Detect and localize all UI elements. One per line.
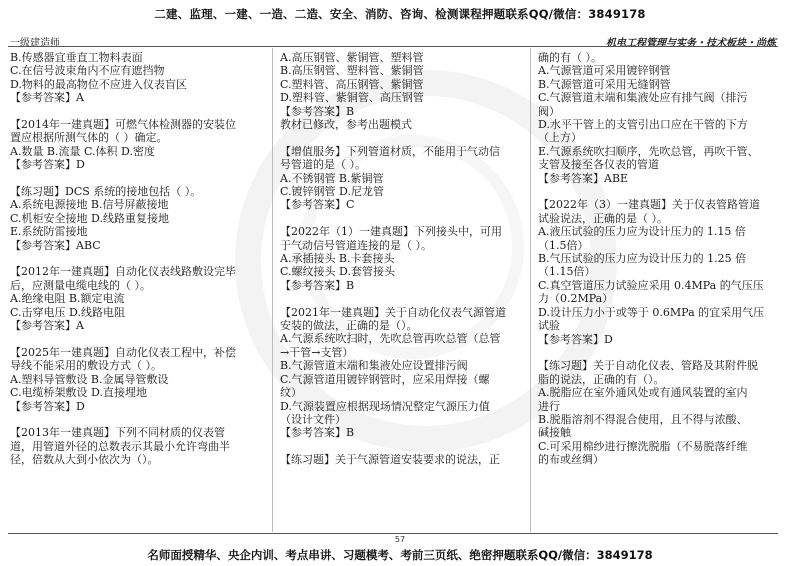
answer-line: 【参考答案】D	[538, 332, 613, 346]
text-line: 号管道的是（ ）。	[280, 158, 366, 172]
text-line: A.塑料导管敷设 B.金属导管敷设	[10, 372, 169, 386]
text-line: C.机柜安全接地 D.线路重复接地	[10, 211, 169, 225]
text-line: 力（0.2MPa）	[538, 292, 614, 306]
text-line: B.脱脂溶剂不得混合使用，且不得与浓酸、	[538, 412, 748, 426]
answer-line: 【参考答案】ABE	[538, 171, 629, 185]
answer-line: 【参考答案】B	[280, 278, 355, 292]
text-line: A.系统电源接地 B.信号屏蔽接地	[10, 198, 169, 212]
text-line: C.在信号波束角内不应有遮挡物	[10, 64, 165, 78]
text-line: 安装的做法，正确的是（）。	[280, 319, 418, 333]
text-line: C.电缆桥架敷设 D.直接埋地	[10, 386, 147, 400]
paragraph-gap	[10, 332, 258, 345]
text-line: →干管→支管）	[280, 345, 354, 359]
text-line: 径，倍数从大到小依次为（）。	[10, 453, 159, 467]
text-column-3	[538, 51, 786, 529]
text-line: A.数量 B.流量 C.体积 D.密度	[10, 144, 155, 158]
text-line: （1.5倍）	[538, 238, 589, 252]
paragraph-gap	[280, 212, 528, 225]
footer-divider	[8, 533, 778, 534]
question-heading-line: 【2022年（1）一建真题】下列接头中，可用	[280, 225, 502, 239]
answer-line: 【参考答案】A	[10, 91, 84, 105]
text-line: 导线不能采用的敷设方式（ ）。	[10, 359, 162, 373]
question-heading-line: 【2025年一建真题】自动化仪表工程中，补偿	[10, 345, 236, 359]
text-line: C.真空管道压力试验应采用 0.4MPa 的气压压	[538, 278, 764, 292]
text-line: A.气源管道可采用镀锌钢管	[538, 64, 671, 78]
text-line: A.脱脂应在室外通风处或有通风装置的室内	[538, 386, 748, 400]
header-divider	[8, 46, 778, 47]
paragraph-gap	[10, 413, 258, 426]
text-line: 道，用管道外径的总数表示其最小允许弯曲半	[10, 439, 230, 453]
answer-line: 【参考答案】ABC	[10, 238, 101, 252]
top-contact-banner: 二建、监理、一建、一造、二造、安全、消防、咨询、检测课程押题联系QQ/微信：3849178	[154, 7, 646, 21]
paragraph-gap	[10, 105, 258, 118]
column-divider	[272, 48, 273, 532]
text-line: 于气动信号管道连接的是（ ）。	[280, 238, 432, 252]
paragraph-gap	[538, 346, 786, 359]
text-column-2	[280, 51, 528, 529]
paragraph-gap	[538, 185, 786, 198]
answer-line: 【参考答案】D	[10, 399, 85, 413]
text-line: 支管及接至各仪表的管道	[538, 158, 659, 172]
paragraph-gap	[280, 440, 528, 453]
text-line: C.气源管道用镀锌钢管时，应采用焊接（螺	[280, 372, 490, 386]
text-line: 后，应测量电缆电线的（ ）。	[10, 278, 151, 292]
text-line: D.设计压力小于或等于 0.6MPa 的宜采用气压	[538, 305, 765, 319]
question-heading-line: 【2021年一建真题】关于自动化仪表气源管道	[280, 305, 506, 319]
answer-line: 【参考答案】B	[280, 426, 355, 440]
text-line: B.气源管道可采用无缝钢管	[538, 77, 671, 91]
answer-line: 【参考答案】C	[280, 198, 355, 212]
paragraph-gap	[280, 131, 528, 144]
text-line: 脂的说法，正确的有（）。	[538, 372, 665, 386]
text-line: （1.15倍）	[538, 265, 596, 279]
question-heading-line: 【练习题】DCS 系统的接地包括（ ）。	[10, 185, 202, 199]
text-line: （上方）	[538, 131, 582, 145]
text-line: （设计文件）	[280, 412, 346, 426]
column-divider	[530, 48, 531, 532]
paragraph-gap	[10, 172, 258, 185]
text-line: C.镀锌钢管 D.尼龙管	[280, 185, 384, 199]
text-line: E.系统防雷接地	[10, 225, 88, 239]
text-line: 试验	[538, 319, 560, 333]
text-line: C.可采用棉纱进行擦洗脱脂（不易脱落纤维	[538, 439, 748, 453]
header-section-title: 机电工程管理与实务・技术板块・尚炼	[606, 38, 776, 49]
text-line: C.击穿电压 D.线路电阻	[10, 305, 125, 319]
text-line: B.气源管道末端和集液处应设置排污阀	[280, 359, 468, 373]
text-line: A.高压钢管、紫铜管、塑料管	[280, 51, 424, 64]
text-line: A.绝缘电阻 B.额定电流	[10, 292, 125, 306]
header-book-title: 一级建造师	[10, 38, 60, 49]
bottom-contact-banner: 名师面授精华、央企内训、考点串讲、习题模考、考前三页纸、绝密押题联系QQ/微信：3849178	[147, 548, 653, 562]
text-line: 纹）	[280, 386, 302, 400]
text-line: A.气源系统吹扫时，先吹总管再吹总管（总管	[280, 332, 501, 346]
text-line: E.气源系统吹扫顺序，先吹总管，再吹干管、	[538, 144, 759, 158]
question-heading-line: 【2014年一建真题】可燃气体检测器的安装位	[10, 118, 236, 132]
text-line: 置应根据所测气体的（ ）确定。	[10, 131, 168, 145]
question-heading-line: 【2013年一建真题】下列不同材质的仪表管	[10, 426, 225, 440]
text-line: B.高压钢管、塑料管、紫铜管	[280, 64, 424, 78]
answer-line: 【参考答案】A	[10, 319, 84, 333]
text-line: 的布或丝绸）	[538, 453, 604, 467]
text-line: 确的有（ ）。	[538, 51, 602, 64]
text-line: 阀）	[538, 104, 560, 118]
text-line: C.螺纹接头 D.套管接头	[280, 265, 395, 279]
text-line: D.物料的最高物位不应进入仪表盲区	[10, 77, 187, 91]
text-line: A.不锈钢管 B.紫铜管	[280, 171, 384, 185]
answer-line: 【参考答案】D	[10, 158, 85, 172]
text-line: 试验说法，正确的是（ ）。	[538, 211, 668, 225]
text-line: B.传感器宜垂直工物料表面	[10, 51, 143, 64]
text-line: C.气源管道末端和集液处应有排气阀（排污	[538, 91, 748, 105]
answer-line: 【参考答案】B	[280, 104, 355, 118]
question-heading-line: 【练习题】关于气源管道安装要求的说法，正	[280, 453, 500, 467]
text-line: 进行	[538, 399, 560, 413]
text-line: D.气源装置应根据现场情况整定气源压力值	[280, 399, 490, 413]
text-line: D.塑料管、紫铜管、高压钢管	[280, 91, 424, 105]
question-heading-line: 【2022年（3）一建真题】关于仪表管路管道	[538, 198, 760, 212]
paragraph-gap	[10, 252, 258, 265]
paragraph-gap	[280, 292, 528, 305]
text-column-1	[10, 51, 258, 529]
text-line: D.水平干管上的支管引出口应在干管的下方	[538, 118, 748, 132]
text-line: B.气压试验的压力应为设计压力的 1.25 倍	[538, 252, 747, 266]
text-line: C.塑料管、高压钢管、紫铜管	[280, 77, 424, 91]
question-heading-line: 【增值服务】下列管道材质，不能用于气动信	[280, 144, 500, 158]
text-line: A.液压试验的压力应为设计压力的 1.15 倍	[538, 225, 746, 239]
question-heading-line: 【2012年一建真题】自动化仪表线路敷设完毕	[10, 265, 236, 279]
page-number: 57	[394, 535, 406, 544]
text-line: 教材已修改，参考出题模式	[280, 118, 412, 132]
text-line: 碱接触	[538, 426, 571, 440]
text-line: A.承插接头 B.卡套接头	[280, 252, 395, 266]
question-heading-line: 【练习题】关于自动化仪表、管路及其附件脱	[538, 359, 758, 373]
